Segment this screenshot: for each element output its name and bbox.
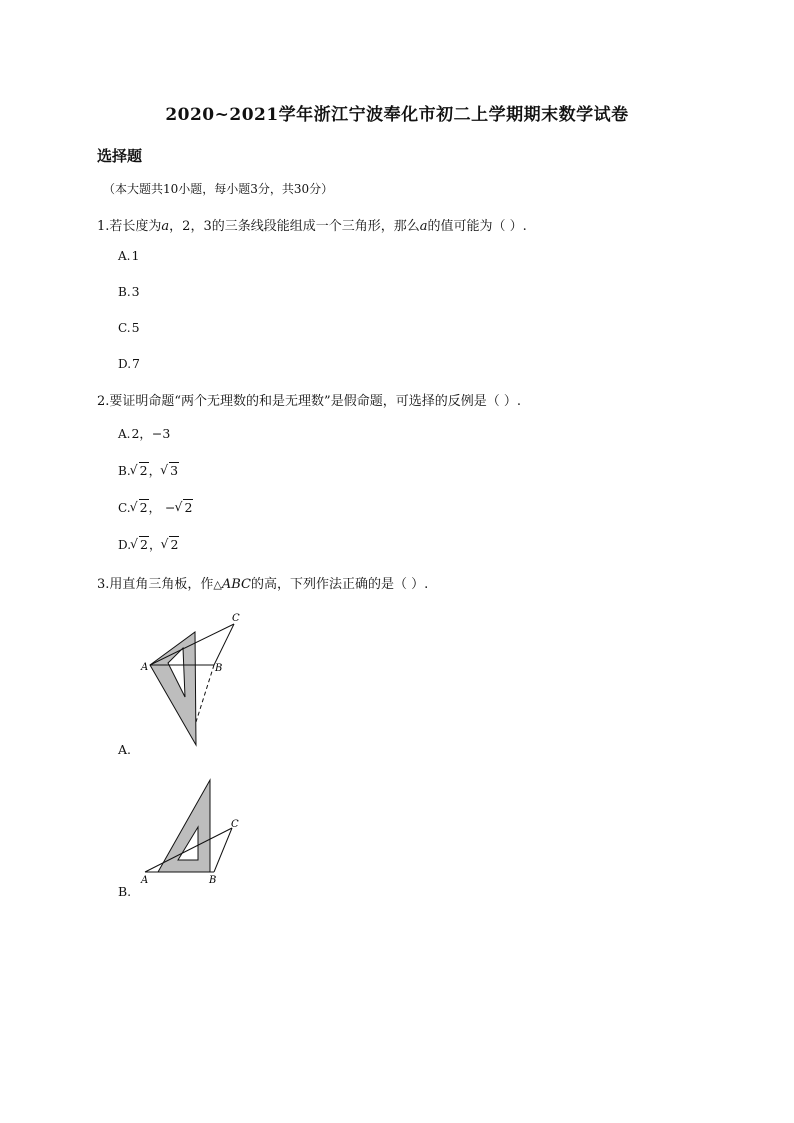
option-label: D. <box>118 357 132 371</box>
radicand: 3 <box>170 463 179 478</box>
option-label: C. <box>118 321 131 335</box>
vertex-label-a: A <box>141 875 149 886</box>
radicand: 2 <box>139 500 148 515</box>
radicand: 2 <box>140 537 148 552</box>
option-label: B. <box>118 464 131 478</box>
q1-var-a: a <box>161 219 170 234</box>
option-label: D. <box>118 538 132 552</box>
vertex-label-c: C <box>231 819 239 830</box>
section-heading: 选择题 <box>97 147 143 165</box>
option-label: A. <box>118 249 131 263</box>
separator: ， − <box>148 500 176 515</box>
option-value: 2，−3 <box>131 426 171 441</box>
set-square-body <box>158 780 210 872</box>
q3-prefix: 3.用直角三角板，作 <box>97 577 214 592</box>
option-label: A. <box>118 427 131 441</box>
q1-suffix: 的值可能为（ ）. <box>427 219 527 234</box>
q1-prefix: 1.若长度为 <box>97 219 162 234</box>
triangle-side-bc <box>214 828 232 872</box>
question-2: 2.要证明命题“两个无理数的和是无理数”是假命题，可选择的反例是（ ）. <box>97 394 521 409</box>
option-value: 7 <box>132 356 140 371</box>
radicand: 2 <box>184 500 193 515</box>
vertex-label-a: A <box>141 662 149 673</box>
set-square-b <box>158 780 210 872</box>
q3-option-b-label[interactable]: B. <box>118 884 132 899</box>
radicand: 2 <box>170 537 179 552</box>
radicand: 2 <box>139 463 148 478</box>
q3-abc: ABC <box>221 577 252 592</box>
separator: ， <box>148 463 162 478</box>
vertex-label-b: B <box>215 663 223 674</box>
q1-var-a2: a <box>419 219 428 234</box>
option-label: C. <box>118 501 131 515</box>
separator: ， <box>148 537 162 552</box>
page-title: 2020~2021学年浙江宁波奉化市初二上学期期末数学试卷 <box>165 105 629 125</box>
q3-option-a-label[interactable]: A. <box>118 742 132 757</box>
section-note: （本大题共10小题，每小题3分，共30分） <box>103 182 334 196</box>
option-value: 1 <box>131 248 140 263</box>
vertex-label-b: B <box>209 875 217 886</box>
triangle-symbol: △ <box>213 578 222 591</box>
option-value: 5 <box>131 320 140 335</box>
option-value: 3 <box>131 284 140 299</box>
q1-middle: ，2，3的三条线段能组成一个三角形，那么 <box>169 219 420 234</box>
vertex-label-c: C <box>232 613 240 624</box>
option-label: B. <box>118 285 131 299</box>
q3-suffix: 的高，下列作法正确的是（ ）. <box>251 577 429 592</box>
